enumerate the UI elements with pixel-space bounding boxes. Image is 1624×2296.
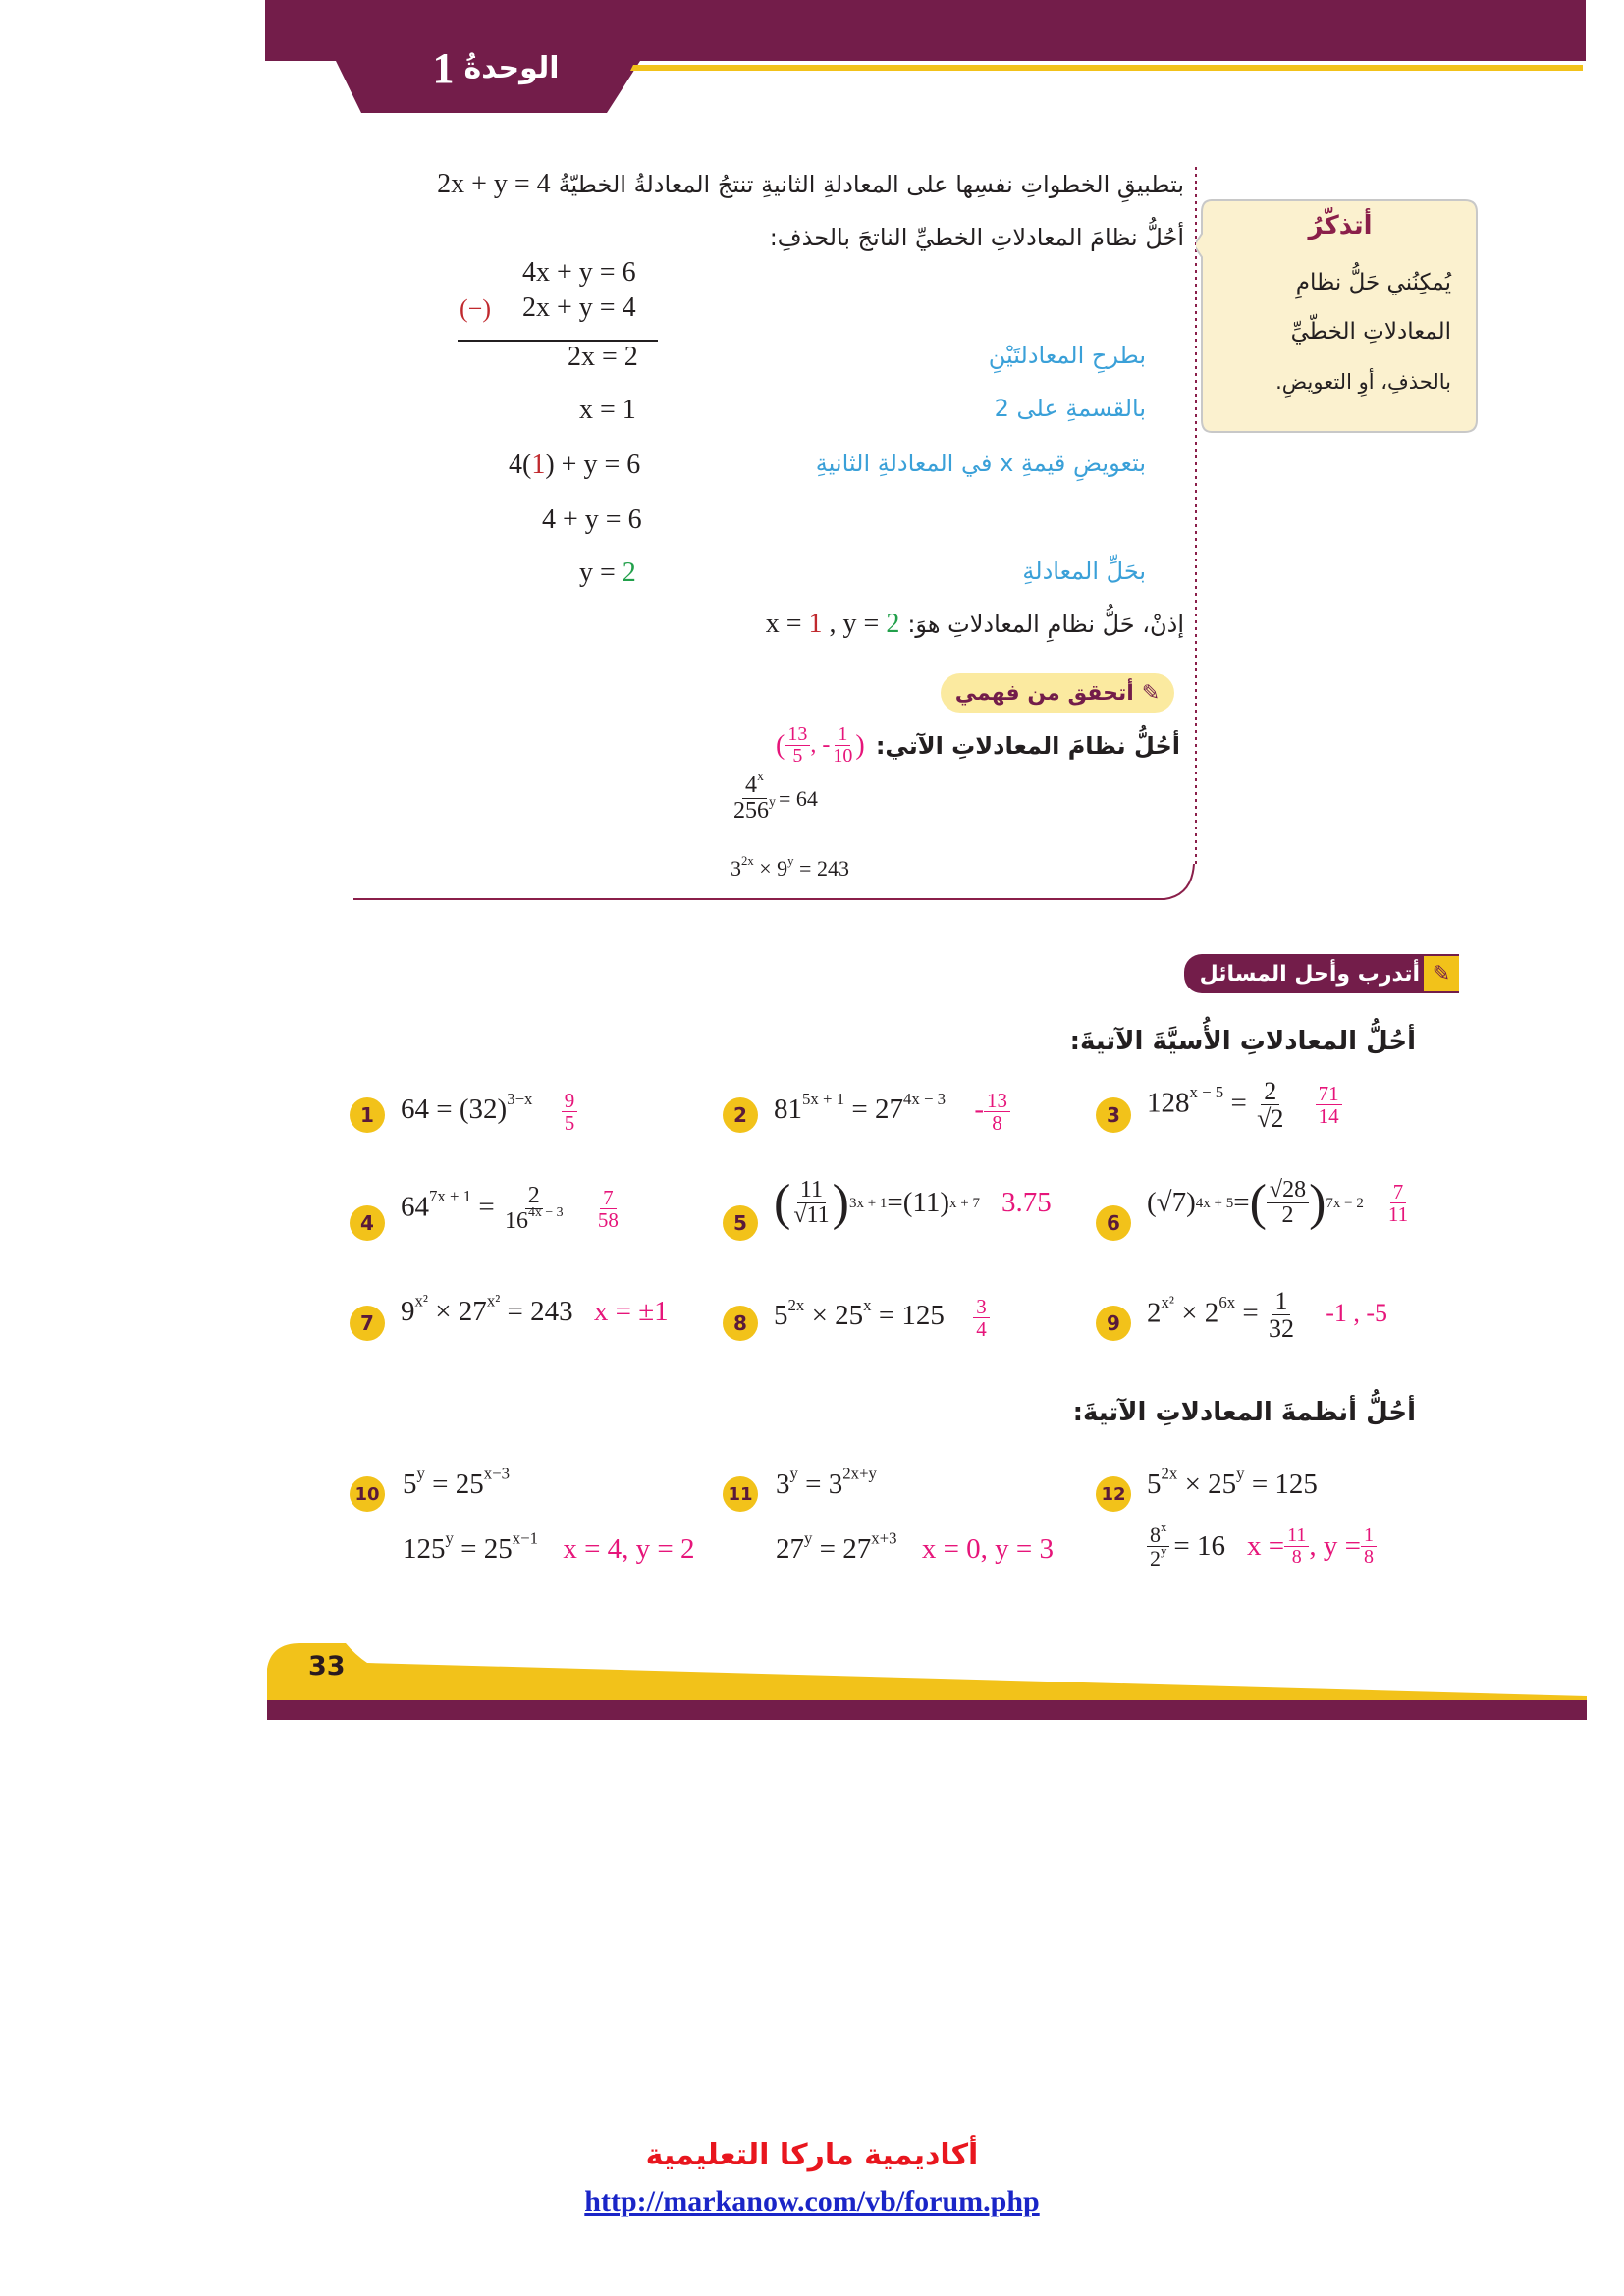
exercise-6: (√7) 4x + 5 = ( $\frac{√28}{2}$ ) 7x − 2 $\frac{7}{11}$ [1147, 1175, 1409, 1231]
solution-eq-5: 4(1) + y = 6 [509, 450, 641, 480]
exercise-number-8: 8 [723, 1306, 758, 1341]
subtract-sign: (−) [460, 294, 491, 323]
intro-equation: 2x + y = 4 [437, 169, 551, 199]
exercise-8: $5^{2x} \times 25^x = 125$ $\frac{3}{4}$ [774, 1296, 990, 1340]
exercise-12-eq-2: $\frac{8^x}{2^y}$ = 16 x = $\frac{11}{8}$ , y = $\frac{1}{8}$ [1147, 1523, 1377, 1570]
solution-eq-7: y = 2 [579, 558, 636, 588]
check-understanding-title: أتحقق من فهمي [954, 680, 1134, 706]
exercise-number-5: 5 [723, 1205, 758, 1241]
pencil-icon: ✎ [1141, 680, 1161, 706]
exercise-number-6: 6 [1096, 1205, 1131, 1241]
conclusion-values: x = 1 , y = 2 [765, 609, 900, 639]
substituted-x-value: 1 [531, 450, 546, 480]
section-exponential-title: أحُلُّ المعادلاتِ الأُسيَّةَ الآتيةَ: [1069, 1027, 1416, 1056]
solution-eq-2: 2x + y = 4 [522, 293, 636, 323]
credit-url-link[interactable]: http://markanow.com/vb/forum.php [584, 2185, 1040, 2217]
practice-pencil-icon: ✎ [1424, 956, 1459, 991]
exercise-number-7: 7 [350, 1306, 385, 1341]
remember-title: أتذكّرُ [1308, 211, 1373, 240]
footer-band [0, 1629, 1624, 1728]
step-solve: بحَلِّ المعادلةِ [1022, 558, 1146, 585]
solution-eq-3: 2x = 2 [568, 342, 638, 372]
section-systems-title: أحُلُّ أنظمةَ المعادلاتِ الآتيةَ: [1072, 1398, 1416, 1427]
exercise-11-eq-1: $3^y = 3^{2x+y}$ [776, 1464, 877, 1500]
unit-number: 1 [432, 43, 455, 92]
remember-line-3: بالحذفِ، أوِ التعويضِ. [1275, 370, 1451, 394]
intro-text-1: بتطبيقِ الخطواتِ نفسِها على المعادلةِ الثانيةِ تنتجُ المعادلةُ الخطيّةُ [558, 171, 1184, 198]
exercise-number-12: 12 [1096, 1476, 1131, 1512]
exercise-11-eq-2: $27^y = 27^{x+3}$ x = 0, y = 3 [776, 1528, 1055, 1565]
exercise-number-3: 3 [1096, 1097, 1131, 1133]
exercise-1: $64 = (32)^{3-x}$ $\frac{9}{5}$ [401, 1090, 577, 1134]
check-equation-2: $3^{2x} \times 9^y = 243$ [731, 854, 849, 881]
practice-banner [1184, 954, 1459, 993]
exercise-10-eq-1: $5^y = 25^{x-3}$ [403, 1464, 511, 1500]
exercise-number-1: 1 [350, 1097, 385, 1133]
step-substitute: بتعويضِ قيمةِ x في المعادلةِ الثانيةِ [815, 450, 1146, 477]
exercise-number-11: 11 [723, 1476, 758, 1512]
exercise-3: $128^{x - 5}$ = $\frac{2}{√2}$ $\frac{71}{14}$ [1147, 1078, 1342, 1133]
exercise-number-2: 2 [723, 1097, 758, 1133]
credit-name: أكاديمية ماركا التعليمية [645, 2138, 979, 2172]
exercise-5: ( $\frac{11}{√11}$ ) 3x + 1 = (11) x + 7 3.75 [774, 1175, 1052, 1231]
exercise-12-eq-1: $5^{2x} \times 25^y = 125$ [1147, 1464, 1318, 1500]
exercise-number-9: 9 [1096, 1306, 1131, 1341]
solution-eq-1: 4x + y = 6 [522, 257, 636, 288]
solution-eq-6: 4 + y = 6 [542, 505, 642, 535]
conclusion-text: إذنْ، حَلُّ نظامِ المعادلاتِ هوَ: [907, 611, 1184, 638]
page-number: 33 [308, 1651, 346, 1682]
check-answer: ( $\frac{13}{5}$ , - $\frac{1}{10}$ ) [776, 723, 865, 767]
solution-eq-4: x = 1 [579, 395, 636, 425]
intro-line-1 [437, 169, 1184, 200]
conclusion-line [766, 609, 1184, 640]
remember-line-2: المعادلاتِ الخطّيِّ [1290, 319, 1451, 345]
exercise-number-4: 4 [350, 1205, 385, 1241]
exercise-4: $64^{7x + 1}$ = $\frac{2}{16^{4x - 3}}$ $\frac{7}{58}$ [401, 1183, 619, 1235]
intro-line-2: أحُلُّ نظامَ المعادلاتِ الخطيِّ الناتجَ بالحذفِ: [769, 224, 1184, 251]
check-understanding-banner [941, 673, 1174, 713]
check-equation-1: $\frac{4^x}{256^y}$ = 64 [733, 770, 818, 825]
exercise-7: $9^{x^2} \times 27^{x^2} = 243$ x = ±1 [401, 1291, 669, 1327]
unit-label: الوحدةُ [463, 50, 560, 85]
exercise-10-eq-2: $125^y = 25^{x-1}$ x = 4, y = 2 [403, 1528, 695, 1565]
step-divide: بالقسمةِ على 2 [994, 395, 1146, 422]
y-value: 2 [622, 558, 636, 588]
exercise-9: $2^{x^2} \times 2^{6x}$ = $\frac{1}{32}$ -1 , -5 [1147, 1287, 1388, 1344]
practice-title: أتدرب وأحل المسائل [1199, 961, 1420, 987]
step-subtract: بطرحِ المعادلتَيْنِ [988, 342, 1146, 369]
check-prompt: أحُلُّ نظامَ المعادلاتِ الآتي: [875, 732, 1180, 760]
remember-line-1: يُمكِنُني حَلُّ نظامِ [1295, 270, 1451, 295]
exercise-2: $81^{5x + 1} = 27^{4x - 3}$ - $\frac{13}{8}$ [774, 1090, 1010, 1134]
exercise-number-10: 10 [350, 1476, 385, 1512]
